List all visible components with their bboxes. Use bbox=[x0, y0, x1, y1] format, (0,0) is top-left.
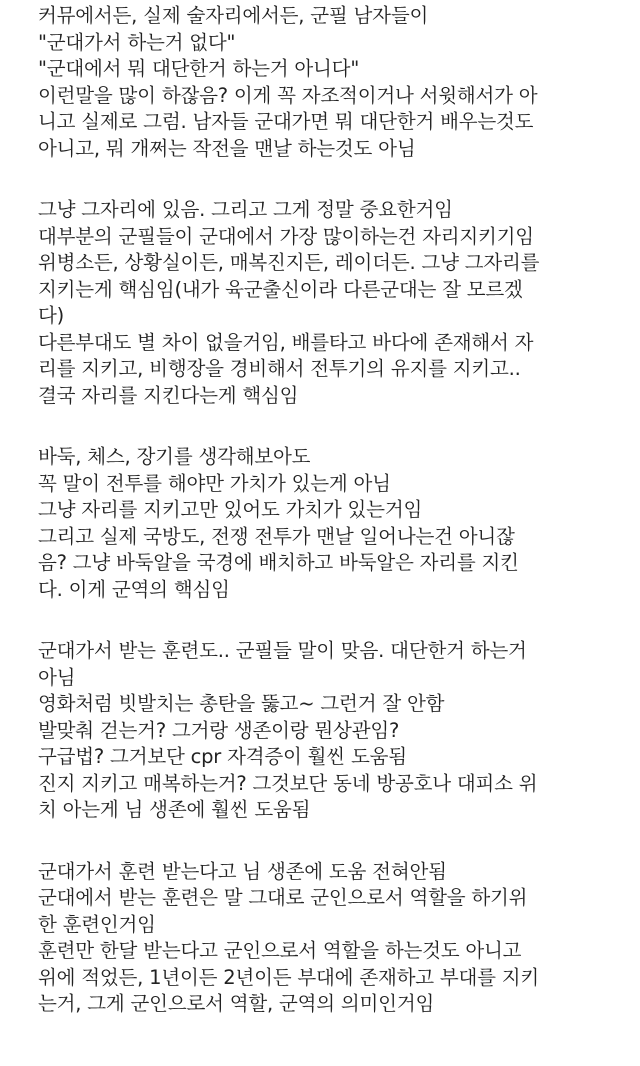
text-line: 결국 자리를 지킨다는게 핵심임 bbox=[38, 383, 299, 407]
text-line: 군대가서 훈련 받는다고 님 생존에 도움 전혀안됨 bbox=[38, 859, 447, 883]
text-line: 다) bbox=[38, 304, 65, 327]
text-line: 커뮤에서든, 실제 술자리에서든, 군필 남자들이 bbox=[38, 4, 429, 27]
text-line: 아님 bbox=[38, 665, 76, 689]
text-line: 이런말을 많이 하잖음? 이게 꼭 자조적이거나 서윗해서가 아 bbox=[38, 83, 538, 107]
text-line: 그냥 그자리에 있음. 그리고 그게 정말 중요한거임 bbox=[38, 198, 453, 221]
text-line: 그리고 실제 국방도, 전쟁 전투가 맨날 일어나는건 아니잖 bbox=[38, 524, 515, 548]
text-line: 그냥 자리를 지키고만 있어도 가치가 있는거임 bbox=[38, 498, 423, 521]
text-line: 대부분의 군필들이 군대에서 가장 많이하는건 자리지키기임 bbox=[38, 224, 534, 248]
text-line: 음? 그냥 바둑알을 국경에 배치하고 바둑알은 자리를 지킨 bbox=[38, 551, 519, 574]
text-line: 는거, 그게 군인으로서 역할, 군역의 의미인거임 bbox=[38, 992, 435, 1015]
text-line: 니고 실제로 그럼. 남자들 군대가면 뭐 대단한거 배우는것도 bbox=[38, 110, 534, 133]
text-line: 영화처럼 빗발치는 총탄을 뚫고~ 그런거 잘 안함 bbox=[38, 692, 445, 715]
text-line: "군대에서 뭐 대단한거 하는거 아니다" bbox=[38, 57, 360, 80]
text-line: 리를 지키고, 비행장을 경비해서 전투기의 유지를 지키고.. bbox=[38, 357, 521, 380]
paragraph bbox=[38, 3, 600, 162]
paragraph bbox=[38, 197, 600, 409]
text-line: 꼭 말이 전투를 해야만 가치가 있는게 아님 bbox=[38, 471, 391, 495]
text-line: 한 훈련인거임 bbox=[38, 912, 156, 936]
text-line: 발맞춰 걷는거? 그거랑 생존이랑 뭔상관임? bbox=[38, 718, 400, 742]
paragraph bbox=[38, 859, 600, 1018]
text-line: 치 아는게 님 생존에 훨씬 도움됨 bbox=[38, 798, 311, 821]
text-line: "군대가서 하는거 없다" bbox=[38, 30, 236, 54]
text-line: 위에 적었든, 1년이든 2년이든 부대에 존재하고 부대를 지키 bbox=[38, 965, 540, 989]
text-line: 지키는게 핵심임(내가 육군출신이라 다른군대는 잘 모르겠 bbox=[38, 277, 523, 301]
text-line: 진지 지키고 매복하는거? 그것보단 동네 방공호나 대피소 위 bbox=[38, 771, 538, 795]
text-line: 군대에서 받는 훈련은 말 그대로 군인으로서 역할을 하기위 bbox=[38, 886, 528, 909]
text-line: 군대가서 받는 훈련도.. 군필들 말이 맞음. 대단한거 하는거 bbox=[38, 639, 527, 662]
text-line: 위병소든, 상황실이든, 매복진지든, 레이더든. 그냥 그자리를 bbox=[38, 251, 540, 274]
text-line: 훈련만 한달 받는다고 군인으로서 역할을 하는것도 아니고 bbox=[38, 939, 522, 962]
text-line: 바둑, 체스, 장기를 생각해보아도 bbox=[38, 445, 311, 468]
text-line: 다. 이게 군역의 핵심임 bbox=[38, 577, 230, 601]
text-line: 아니고, 뭐 개쩌는 작전을 맨날 하는것도 아님 bbox=[38, 136, 416, 160]
text-line: 구급법? 그거보단 cpr 자격증이 훨씬 도움됨 bbox=[38, 745, 407, 768]
paragraph bbox=[38, 638, 600, 824]
paragraph bbox=[38, 444, 600, 603]
text-line: 다른부대도 별 차이 없을거임, 배를타고 바다에 존재해서 자 bbox=[38, 330, 534, 354]
